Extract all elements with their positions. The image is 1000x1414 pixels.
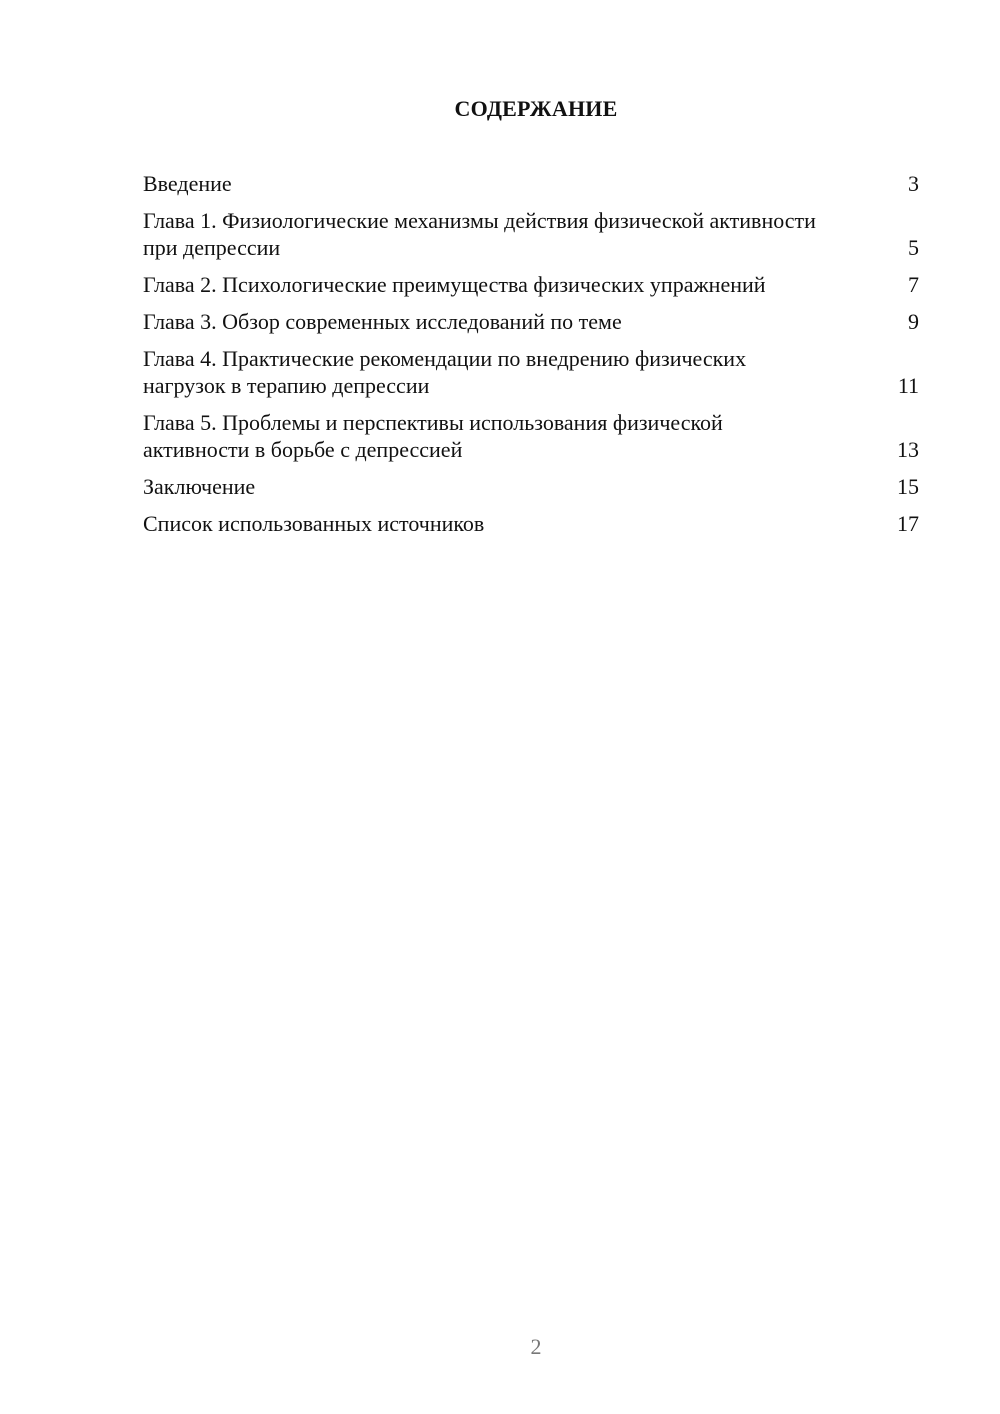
toc-entry-page: 9 [908, 309, 919, 334]
toc-entry-text: Глава 5. Проблемы и перспективы использования физической активности в борьбе с депрессией [143, 410, 723, 462]
toc-entry-text: Глава 1. Физиологические механизмы действия физической активности при депрессии [143, 208, 816, 260]
page-title: СОДЕРЖАНИЕ [454, 96, 618, 121]
toc-entry-page: 15 [897, 474, 919, 499]
toc-entry-text: Глава 2. Психологические преимущества физических упражнений [143, 272, 766, 297]
toc-entry-text: Глава 4. Практические рекомендации по внедрению физических нагрузок в терапию депрессии [143, 346, 747, 398]
toc-entry-chapter-4[interactable] [143, 345, 919, 399]
toc-entry-chapter-3[interactable] [143, 308, 919, 335]
toc-entry-page: 5 [908, 235, 919, 260]
toc-entry-conclusion[interactable] [143, 473, 919, 500]
toc-entry-text: Глава 3. Обзор современных исследований по теме [143, 309, 622, 334]
toc-entry-page: 11 [897, 373, 919, 398]
page-number: 2 [530, 1334, 542, 1359]
toc-entry-chapter-2[interactable] [143, 271, 919, 298]
toc-entry-references[interactable] [143, 510, 919, 537]
table-of-contents [143, 170, 919, 547]
toc-entry-text: Заключение [143, 474, 256, 499]
toc-entry-page: 17 [897, 511, 919, 536]
toc-entry-page: 13 [897, 437, 919, 462]
toc-entry-page: 3 [908, 171, 919, 196]
toc-entry-text: Введение [143, 171, 232, 196]
toc-entry-chapter-1[interactable] [143, 207, 919, 261]
toc-entry-text: Список использованных источников [143, 511, 485, 536]
toc-entry-chapter-5[interactable] [143, 409, 919, 463]
toc-entry-introduction[interactable] [143, 170, 919, 197]
toc-entry-page: 7 [908, 272, 919, 297]
